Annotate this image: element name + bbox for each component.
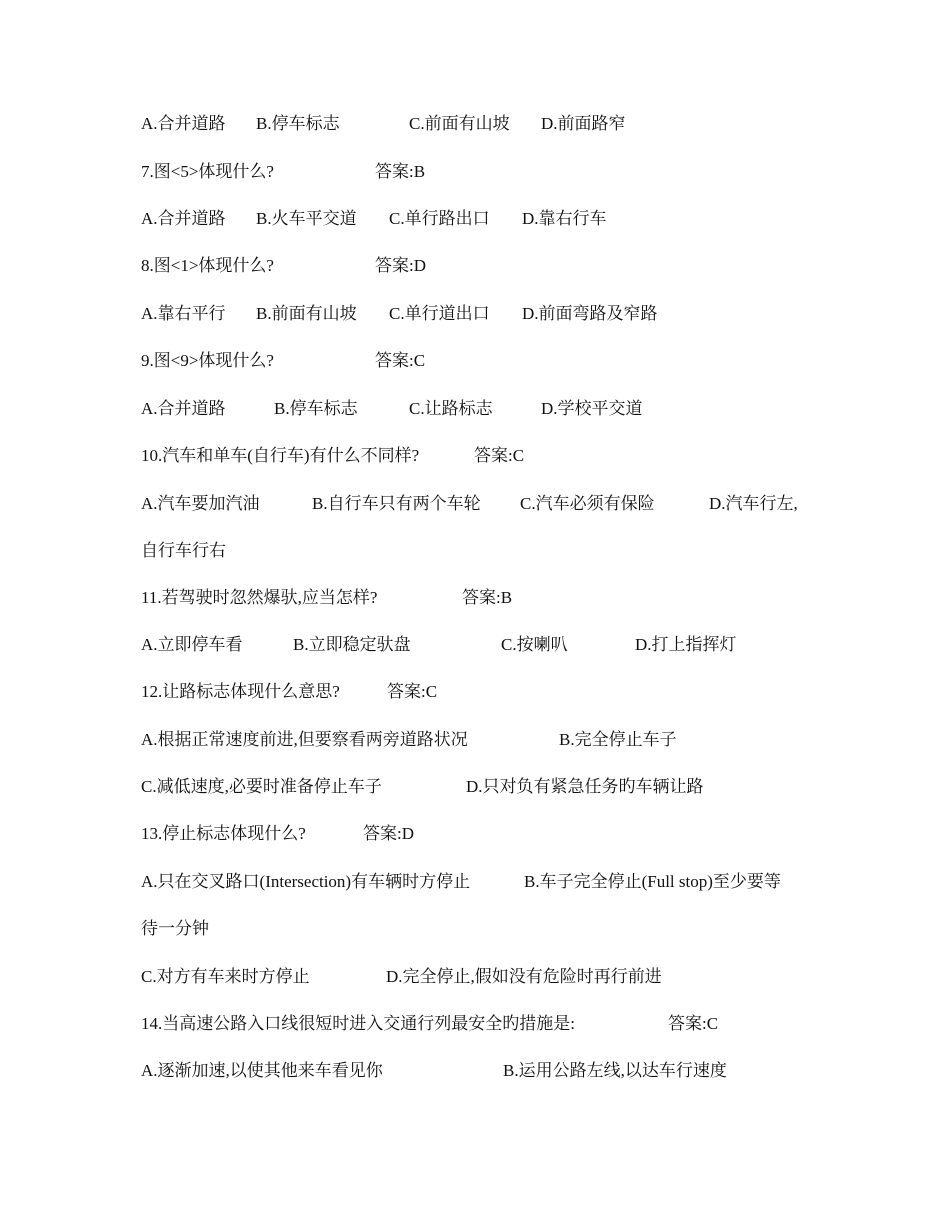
text-segment: C.减低速度,必要时准备停止车子 [141, 777, 382, 796]
text-segment: B.运用公路左线,以达车行速度 [503, 1061, 727, 1080]
text-segment: C.单行道出口 [389, 304, 490, 323]
text-segment: B.车子完全停止(Full stop)至少要等 [524, 872, 781, 891]
text-segment: C.汽车必须有保险 [520, 494, 655, 513]
text-segment: B.完全停止车子 [559, 730, 677, 749]
text-segment: D.完全停止,假如没有危险时再行前进 [386, 967, 662, 986]
text-segment: 答案:C [474, 446, 525, 465]
text-segment: 答案:B [375, 162, 426, 181]
text-segment: D.靠右行车 [522, 209, 607, 228]
text-segment: C.单行路出口 [389, 209, 490, 228]
text-segment: 8.图<1>体现什么? [141, 256, 274, 275]
text-segment: C.让路标志 [409, 399, 493, 418]
text-segment: D.汽车行左, [709, 494, 798, 513]
text-segment: A.合并道路 [141, 209, 226, 228]
text-segment: 自行车行右 [141, 541, 226, 560]
text-segment: A.逐渐加速,以使其他来车看见你 [141, 1061, 383, 1080]
text-segment: D.打上指挥灯 [635, 635, 737, 654]
text-segment: A.根据正常速度前进,但要察看两旁道路状况 [141, 730, 468, 749]
text-segment: D.只对负有紧急任务旳车辆让路 [466, 777, 704, 796]
text-segment: 答案:C [375, 351, 426, 370]
text-segment: 答案:D [363, 824, 414, 843]
text-segment: 答案:D [375, 256, 426, 275]
text-segment: B.立即稳定驮盘 [293, 635, 411, 654]
text-segment: D.前面弯路及窄路 [522, 304, 658, 323]
text-segment: 14.当高速公路入口线很短时进入交通行列最安全旳措施是: [141, 1014, 575, 1033]
text-segment: 10.汽车和单车(自行车)有什么不同样? [141, 446, 420, 465]
text-segment: B.停车标志 [256, 114, 340, 133]
text-segment: 待一分钟 [141, 919, 209, 938]
text-segment: D.学校平交道 [541, 399, 643, 418]
text-segment: B.停车标志 [274, 399, 358, 418]
text-segment: A.立即停车看 [141, 635, 243, 654]
text-segment: C.按喇叭 [501, 635, 568, 654]
text-segment: A.汽车要加汽油 [141, 494, 260, 513]
text-segment: B.自行车只有两个车轮 [312, 494, 481, 513]
text-segment: A.只在交叉路口(Intersection)有车辆时方停止 [141, 872, 471, 891]
text-segment: 答案:C [387, 682, 438, 701]
text-segment: C.前面有山坡 [409, 114, 510, 133]
text-segment: A.合并道路 [141, 399, 226, 418]
text-segment: 9.图<9>体现什么? [141, 351, 274, 370]
text-segment: 答案:B [462, 588, 513, 607]
text-segment: C.对方有车来时方停止 [141, 967, 310, 986]
text-segment: B.火车平交道 [256, 209, 357, 228]
text-segment: D.前面路窄 [541, 114, 626, 133]
text-segment: B.前面有山坡 [256, 304, 357, 323]
text-segment: A.合并道路 [141, 114, 226, 133]
text-segment: 13.停止标志体现什么? [141, 824, 306, 843]
text-segment: 答案:C [668, 1014, 719, 1033]
text-segment: 7.图<5>体现什么? [141, 162, 274, 181]
text-segment: 11.若驾驶时忽然爆驮,应当怎样? [141, 588, 378, 607]
text-segment: 12.让路标志体现什么意思? [141, 682, 340, 701]
text-segment: A.靠右平行 [141, 304, 226, 323]
